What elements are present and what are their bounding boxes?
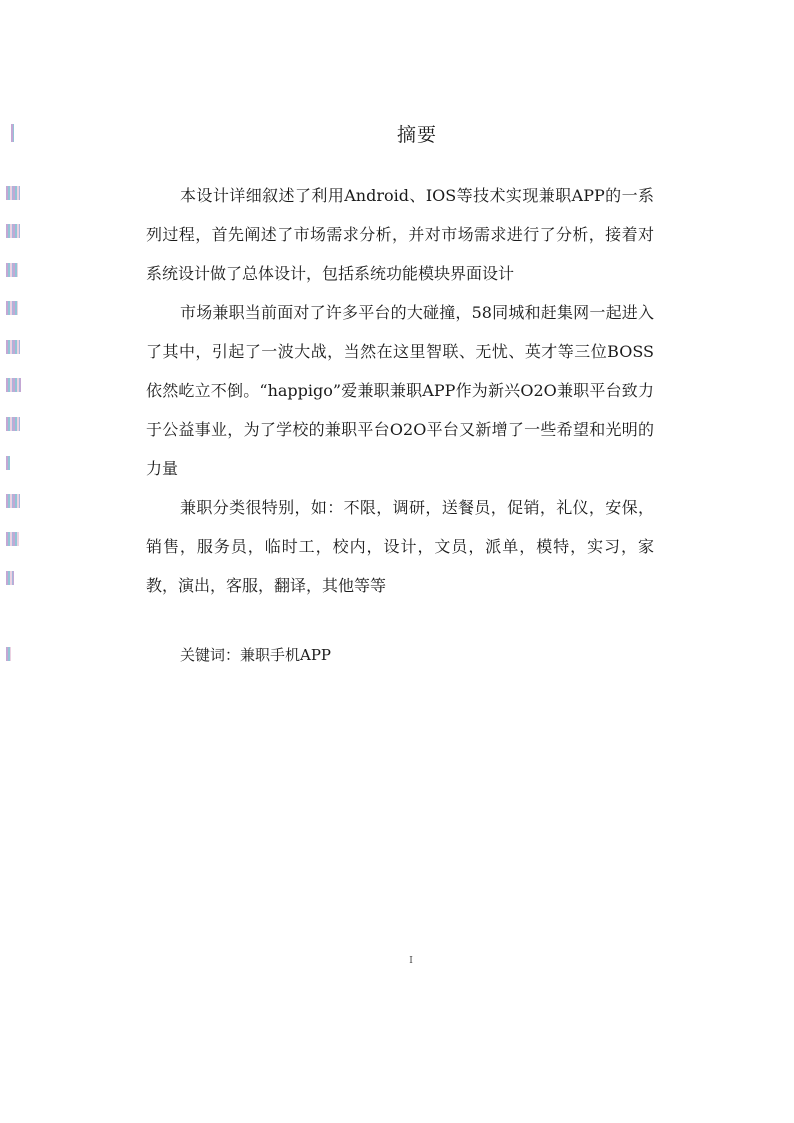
abstract-body bbox=[146, 176, 654, 605]
abstract-paragraph-2: 市场兼职当前面对了许多平台的大碰撞，58同城和赶集网一起进入了其中，引起了一波大战，当然在这里智联、无忧、英才等三位BOSS依然屹立不倒。“happigo”爱兼职兼职APP作为新兴O2O兼职平台致力于公益事业，为了学校的兼职平台O2O平台又新增了一些希望和光明的力量 bbox=[146, 303, 654, 478]
scan-artifact bbox=[6, 224, 20, 238]
abstract-paragraph-1: 本设计详细叙述了利用Android、IOS等技术实现兼职APP的一系列过程，首先阐述了市场需求分析，并对市场需求进行了分析，接着对系统设计做了总体设计，包括系统功能模块界面设计 bbox=[146, 186, 654, 283]
page-number: I bbox=[409, 956, 413, 966]
scan-artifact bbox=[6, 340, 20, 354]
scan-artifact bbox=[6, 647, 11, 661]
page-title: 摘要 bbox=[396, 124, 437, 146]
scan-artifact bbox=[6, 301, 18, 315]
abstract-paragraph-3: 兼职分类很特别，如：不限，调研，送餐员，促销，礼仪，安保，销售，服务员，临时工，校内，设计，文员，派单，模特，实习，家教，演出，客服，翻译，其他等等 bbox=[146, 498, 654, 595]
scan-artifact bbox=[6, 532, 19, 546]
scan-artifact bbox=[6, 378, 21, 392]
scan-artifact bbox=[6, 456, 10, 470]
scan-artifact bbox=[6, 494, 20, 508]
scan-artifact bbox=[6, 417, 20, 431]
scan-artifact bbox=[6, 571, 14, 585]
scan-artifact bbox=[6, 263, 18, 277]
scan-artifact bbox=[6, 186, 20, 200]
keywords-line: 关键词：兼职手机APP bbox=[180, 646, 332, 664]
